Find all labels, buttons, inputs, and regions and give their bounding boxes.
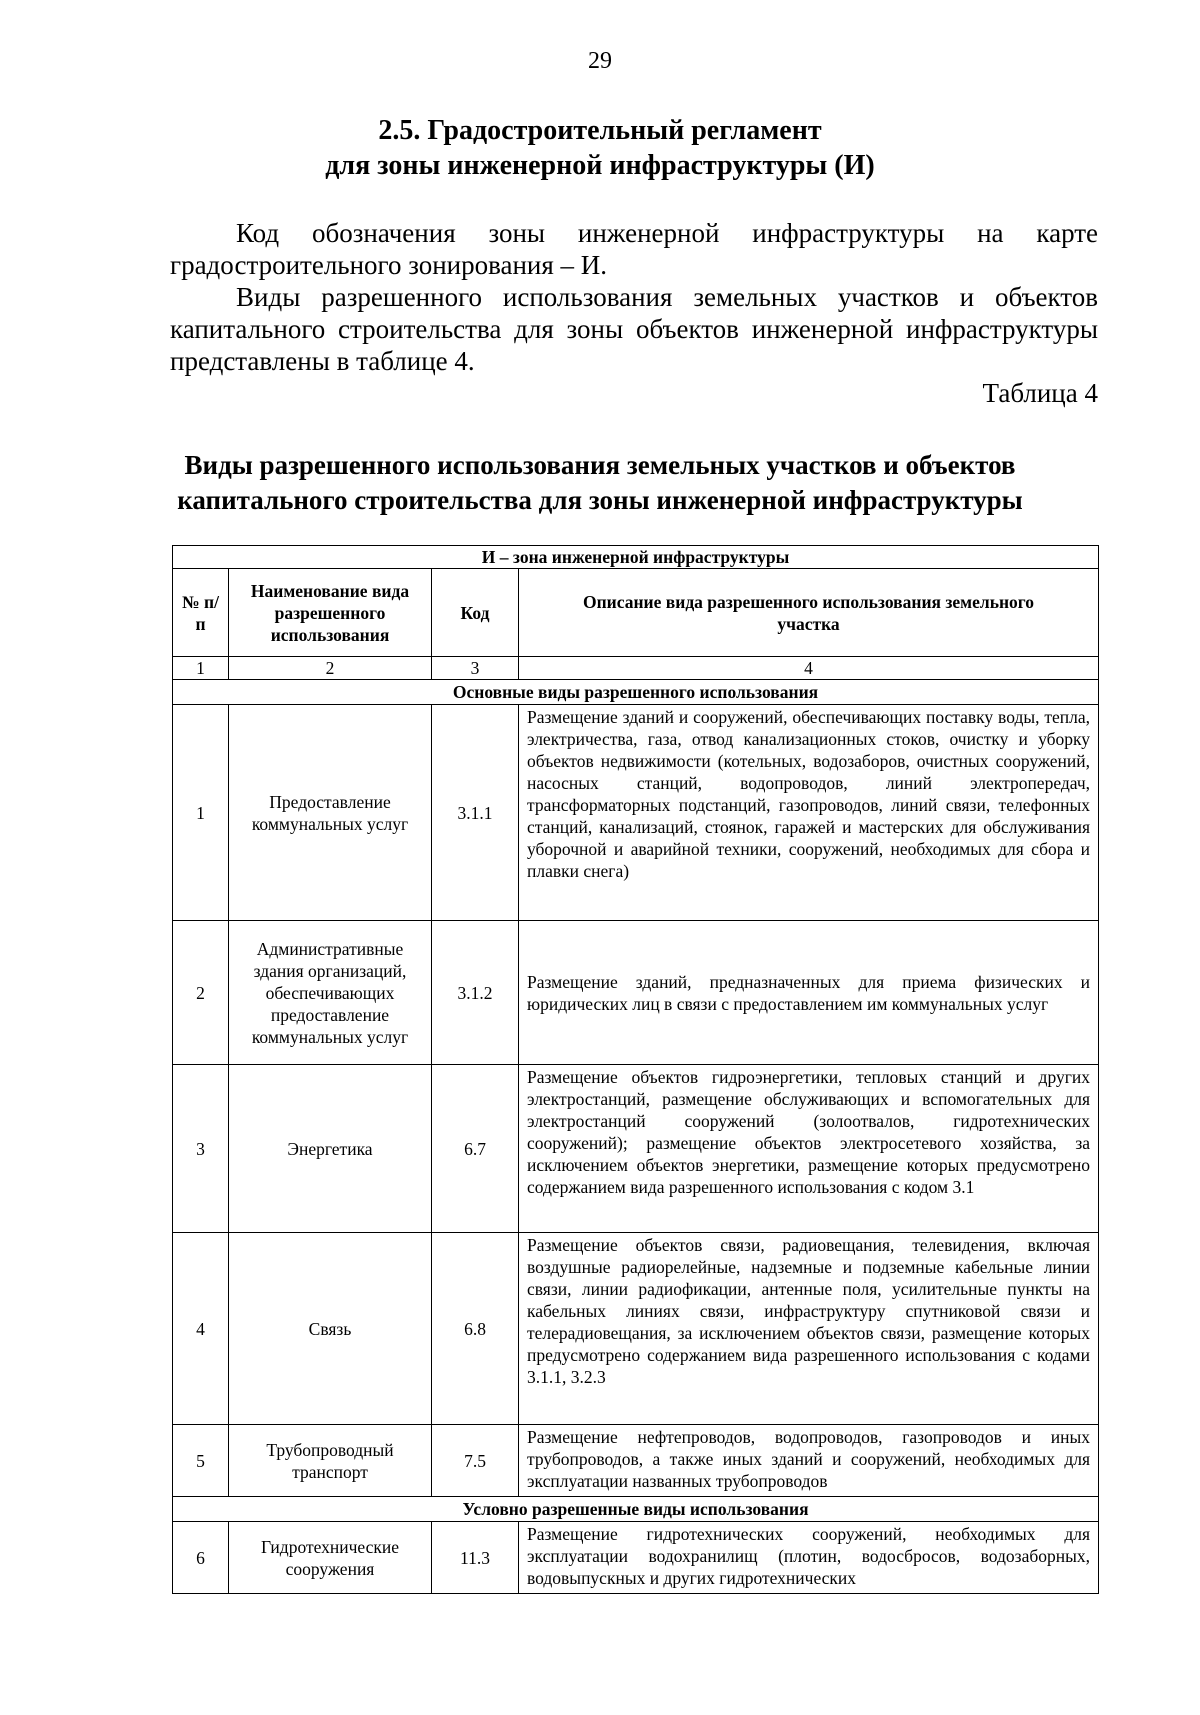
table-row xyxy=(173,1425,1099,1497)
paragraph-table-reference: Виды разрешенного использования земельных участков и объектов капитального строительства для зоны объектов инженерной инфраструктуры представлены в таблице 4. xyxy=(170,282,1098,376)
row-name: Трубопроводный транспорт xyxy=(229,1425,432,1497)
column-number-row xyxy=(173,657,1099,680)
row-num: 6 xyxy=(173,1522,229,1594)
paragraph-zone-code: Код обозначения зоны инженерной инфраструктуры на карте градостроительного зонирования – И. xyxy=(170,218,1098,280)
row-description: Размещение объектов гидроэнергетики, тепловых станций и других электростанций, размещение обслуживающих и вспомогательных для электростанций сооружений (золоотвалов, гидротехнических сооружений); размещение объектов электросетевого хозяйства, за исключением объектов энергетики, размещение которых предусмотрено содержанием вида разрешенного использования с кодом 3.1 xyxy=(519,1065,1099,1233)
group-row-main xyxy=(173,680,1099,705)
row-num: 4 xyxy=(173,1233,229,1425)
zone-header: И – зона инженерной инфраструктуры xyxy=(173,546,1099,569)
row-description: Размещение зданий и сооружений, обеспечивающих поставку воды, тепла, электричества, газа, отвод канализационных стоков, очистку и уборку объектов недвижимости (котельных, водозаборов, очистных сооружений, насосных станций, водопроводов, линий электропередач, трансформаторных подстанций, газопроводов, линий связи, телефонных станций, канализаций, стоянок, гаражей и мастерских для обслуживания уборочной и аварийной техники, сооружений, необходимых для сбора и плавки снега) xyxy=(519,705,1099,921)
col-number: 1 xyxy=(173,657,229,680)
row-num: 5 xyxy=(173,1425,229,1497)
row-code: 6.7 xyxy=(432,1065,519,1233)
row-description: Размещение нефтепроводов, водопроводов, газопроводов и иных трубопроводов, а также иных зданий и сооружений, необходимых для эксплуатации названных трубопроводов xyxy=(519,1425,1099,1497)
group-row-conditional xyxy=(173,1497,1099,1522)
col-header-num: № п/п xyxy=(173,569,229,657)
table-row xyxy=(173,1065,1099,1233)
table-row xyxy=(173,1233,1099,1425)
regulations-table xyxy=(172,545,1099,1594)
table-title xyxy=(0,448,1200,518)
col-header-name: Наименование вида разрешенного использования xyxy=(229,569,432,657)
section-title-line-2: для зоны инженерной инфраструктуры (И) xyxy=(325,150,875,181)
row-name: Энергетика xyxy=(229,1065,432,1233)
row-name: Связь xyxy=(229,1233,432,1425)
table-caption: Таблица 4 xyxy=(982,378,1098,408)
group-main-label: Основные виды разрешенного использования xyxy=(173,680,1099,705)
row-code: 6.8 xyxy=(432,1233,519,1425)
col-number: 4 xyxy=(519,657,1099,680)
row-description: Размещение гидротехнических сооружений, необходимых для эксплуатации водохранилищ (плотин, водосбросов, водозаборных, водовыпускных и других гидротехнических xyxy=(519,1522,1099,1594)
row-name: Предоставление коммунальных услуг xyxy=(229,705,432,921)
group-conditional-label: Условно разрешенные виды использования xyxy=(173,1497,1099,1522)
column-header-row xyxy=(173,569,1099,657)
row-num: 2 xyxy=(173,921,229,1065)
table-row xyxy=(173,705,1099,921)
row-description: Размещение объектов связи, радиовещания, телевидения, включая воздушные радиорелейные, надземные и подземные кабельные линии связи, линии радиофикации, антенные поля, усилительные пункты на кабельных линиях связи, инфраструктуру спутниковой связи и телерадиовещания, за исключением объектов связи, размещение которых предусмотрено содержанием вида разрешенного использования с кодами 3.1.1, 3.2.3 xyxy=(519,1233,1099,1425)
table-title-line-2: капитального строительства для зоны инженерной инфраструктуры xyxy=(177,485,1023,515)
table-title-line-1: Виды разрешенного использования земельных участков и объектов xyxy=(184,450,1016,480)
section-title xyxy=(0,113,1200,183)
row-code: 3.1.2 xyxy=(432,921,519,1065)
col-header-code: Код xyxy=(432,569,519,657)
zone-header-row xyxy=(173,546,1099,569)
row-code: 3.1.1 xyxy=(432,705,519,921)
row-code: 7.5 xyxy=(432,1425,519,1497)
page-number: 29 xyxy=(588,48,612,74)
row-num: 3 xyxy=(173,1065,229,1233)
table-row xyxy=(173,921,1099,1065)
row-name: Административные здания организаций, обеспечивающих предоставление коммунальных услуг xyxy=(229,921,432,1065)
col-header-description: Описание вида разрешенного использования земельного участка xyxy=(519,569,1099,657)
row-code: 11.3 xyxy=(432,1522,519,1594)
section-title-line-1: 2.5. Градостроительный регламент xyxy=(378,115,822,146)
col-number: 3 xyxy=(432,657,519,680)
row-name: Гидротехнические сооружения xyxy=(229,1522,432,1594)
col-number: 2 xyxy=(229,657,432,680)
table-row xyxy=(173,1522,1099,1594)
row-description: Размещение зданий, предназначенных для приема физических и юридических лиц в связи с предоставлением им коммунальных услуг xyxy=(519,921,1099,1065)
row-num: 1 xyxy=(173,705,229,921)
